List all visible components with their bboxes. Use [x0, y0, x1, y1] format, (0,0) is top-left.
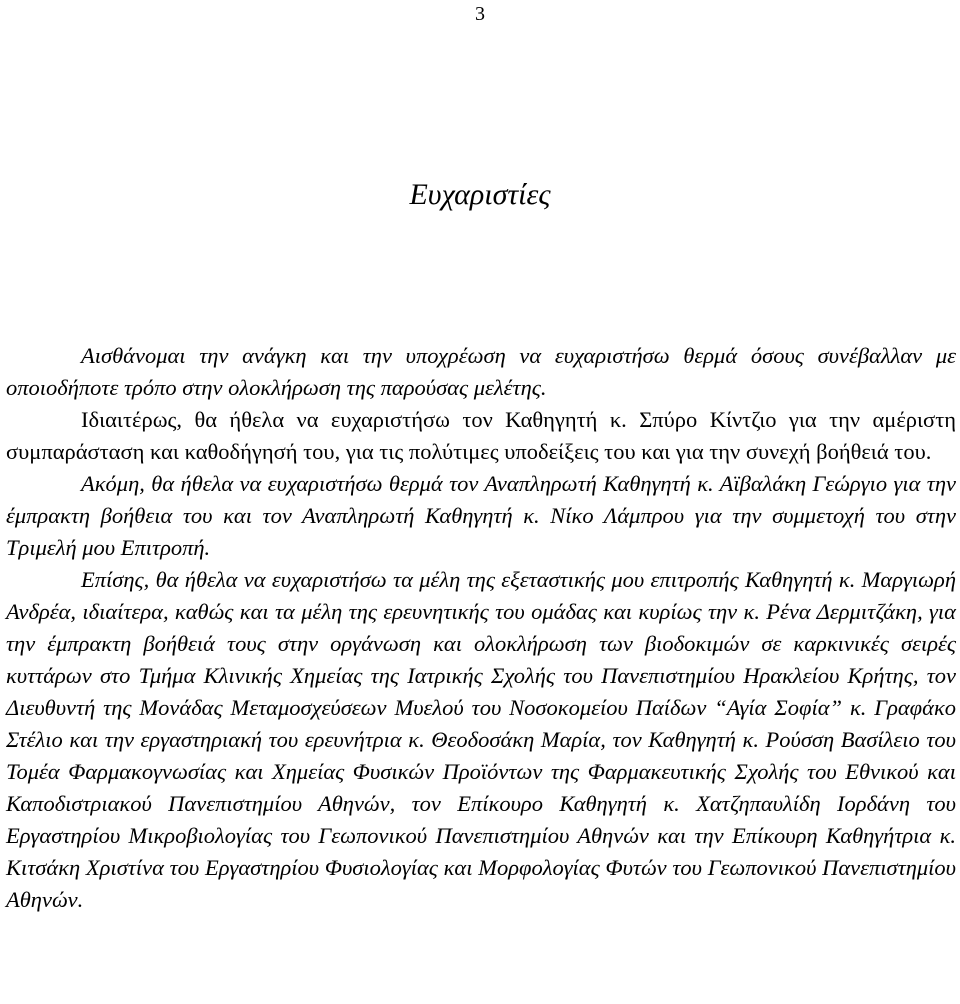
paragraph-intro: Αισθάνομαι την ανάγκη και την υποχρέωση να ευχαριστήσω θερμά όσους συνέβαλλαν με οποιοδήποτε τρόπο στην ολοκλήρωση της παρούσας μελέτης.	[6, 343, 956, 400]
page-title: Ευχαριστίες	[409, 178, 551, 211]
paragraph-collaborators: Επίσης, θα ήθελα να ευχαριστήσω τα μέλη της εξεταστικής μου επιτροπής Καθηγητή κ. Μαργιωρή Ανδρέα, ιδιαίτερα, καθώς και τα μέλη της ερευνητικής του ομάδας και κυρίως την κ. Ρένα Δερμιτζάκη, για την έμπρακτη βοήθειά τους στην οργάνωση και ολοκλήρωση των βιοδοκιμών σε καρκινικές σειρές κυττάρων στο Τμήμα Κλινικής Χημείας της Ιατρικής Σχολής του Πανεπιστημίου Ηρακλείου Κρήτης, τον Διευθυντή της Μονάδας Μεταμοσχεύσεων Μυελού του Νοσοκομείου Παίδων “Αγία Σοφία” κ. Γραφάκο Στέλιο και την εργαστηριακή του ερευνήτρια κ. Θεοδοσάκη Μαρία, τον Καθηγητή κ. Ρούσση Βασίλειο του Τομέα Φαρμακογνωσίας και Χημείας Φυσικών Προϊόντων της Φαρμακευτικής Σχολής του Εθνικού και Καποδιστριακού Πανεπιστημίου Αθηνών, τον Επίκουρο Καθηγητή κ. Χατζηπαυλίδη Ιορδάνη του Εργαστηρίου Μικροβιολογίας του Γεωπονικού Πανεπιστημίου Αθηνών και την Επίκουρη Καθηγήτρια κ. Κιτσάκη Χριστίνα του Εργαστηρίου Φυσιολογίας και Μορφολογίας Φυτών του Γεωπονικού Πανεπιστημίου Αθηνών.	[6, 567, 956, 912]
paragraph-committee: Ακόμη, θα ήθελα να ευχαριστήσω θερμά τον Αναπληρωτή Καθηγητή κ. Αϊβαλάκη Γεώργιο για την έμπρακτη βοήθεια του και τον Αναπληρωτή Καθηγητή κ. Νίκο Λάμπρου για την συμμετοχή του στην Τριμελή μου Επιτροπή.	[6, 471, 956, 560]
page-number: 3	[475, 3, 485, 25]
acknowledgements-body	[6, 340, 956, 916]
paragraph-supervisor: Ιδιαιτέρως, θα ήθελα να ευχαριστήσω τον Καθηγητή κ. Σπύρο Κίντζιο για την αμέριστη συμπαράσταση και καθοδήγησή του, για τις πολύτιμες υποδείξεις του και για την συνεχή βοήθειά του.	[6, 407, 956, 464]
